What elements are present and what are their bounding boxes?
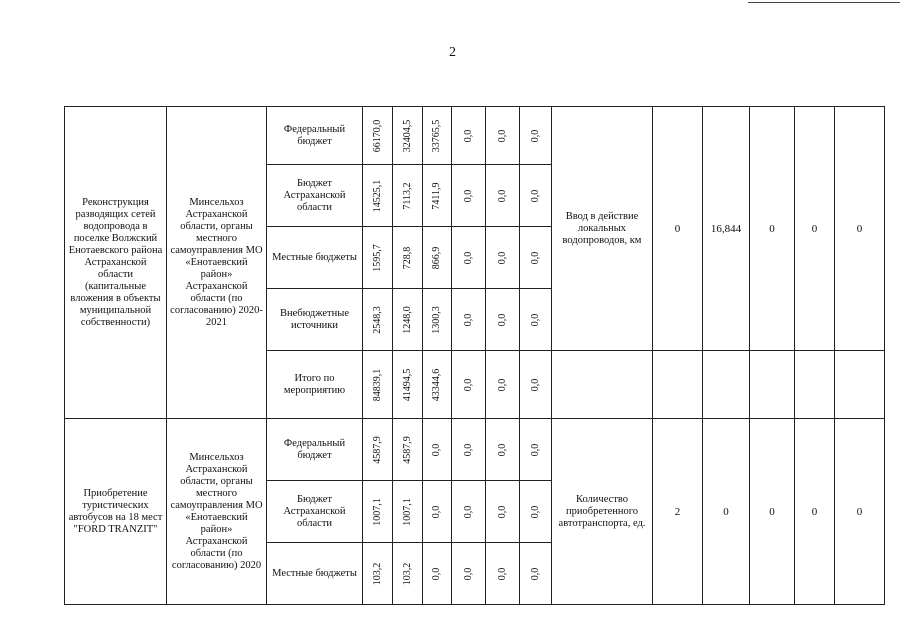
indicator-value: 0	[835, 107, 885, 351]
source-label: Федеральный бюджет	[267, 107, 363, 165]
value-cell: 66170,0	[363, 107, 393, 165]
value-cell: 2548,3	[363, 289, 393, 351]
value-cell: 7411,9	[423, 165, 452, 227]
value-cell: 1248,0	[393, 289, 423, 351]
value-cell: 4587,9	[363, 419, 393, 481]
source-label: Федеральный бюджет	[267, 419, 363, 481]
value-cell: 4587,9	[393, 419, 423, 481]
executor-cell: Минсельхоз Астраханской области, органы местного самоуправления МО «Енотаевский район» Астраханской области (по согласованию) 2020	[167, 419, 267, 605]
empty-cell	[795, 351, 835, 419]
value-cell: 0,0	[452, 107, 486, 165]
value-cell: 0,0	[423, 481, 452, 543]
value-cell: 1300,3	[423, 289, 452, 351]
value-cell: 0,0	[452, 543, 486, 605]
value-cell: 41494,5	[393, 351, 423, 419]
indicator-value: 0	[703, 419, 750, 605]
source-label: Бюджет Астраханской области	[267, 165, 363, 227]
value-cell: 0,0	[486, 419, 520, 481]
table-row	[65, 419, 885, 481]
value-cell: 1007,1	[393, 481, 423, 543]
value-cell: 0,0	[486, 543, 520, 605]
indicator-cell: Ввод в действие локальных водопроводов, км	[552, 107, 653, 351]
source-label: Местные бюджеты	[267, 543, 363, 605]
indicator-value: 0	[750, 419, 795, 605]
value-cell: 0,0	[452, 419, 486, 481]
empty-cell	[552, 351, 653, 419]
indicator-value: 0	[653, 107, 703, 351]
measure-name-cell: Приобретение туристических автобусов на 18 мест "FORD TRANZIT"	[65, 419, 167, 605]
value-cell: 0,0	[486, 289, 520, 351]
program-table	[64, 106, 885, 605]
value-cell: 0,0	[486, 165, 520, 227]
value-cell: 0,0	[520, 351, 552, 419]
value-cell: 0,0	[486, 481, 520, 543]
empty-cell	[703, 351, 750, 419]
value-cell: 0,0	[520, 419, 552, 481]
indicator-cell: Количество приобретенного автотранспорта, ед.	[552, 419, 653, 605]
empty-cell	[835, 351, 885, 419]
value-cell: 0,0	[486, 227, 520, 289]
source-label: Местные бюджеты	[267, 227, 363, 289]
indicator-value: 2	[653, 419, 703, 605]
value-cell: 43344,6	[423, 351, 452, 419]
value-cell: 14525,1	[363, 165, 393, 227]
measure-name-cell: Реконструкция разводящих сетей водопровода в поселке Волжский Енотаевского района Астраханской области (капитальные вложения в объекты муниципальной собственности)	[65, 107, 167, 419]
indicator-value: 0	[795, 419, 835, 605]
value-cell: 0,0	[486, 351, 520, 419]
value-cell: 0,0	[520, 543, 552, 605]
source-label: Итого по мероприятию	[267, 351, 363, 419]
value-cell: 0,0	[452, 481, 486, 543]
empty-cell	[653, 351, 703, 419]
source-label: Бюджет Астраханской области	[267, 481, 363, 543]
indicator-value: 0	[795, 107, 835, 351]
value-cell: 33765,5	[423, 107, 452, 165]
indicator-value: 0	[750, 107, 795, 351]
value-cell: 866,9	[423, 227, 452, 289]
value-cell: 0,0	[520, 227, 552, 289]
source-label: Внебюджетные источники	[267, 289, 363, 351]
value-cell: 84839,1	[363, 351, 393, 419]
value-cell: 0,0	[423, 419, 452, 481]
value-cell: 0,0	[423, 543, 452, 605]
value-cell: 0,0	[520, 107, 552, 165]
value-cell: 103,2	[393, 543, 423, 605]
value-cell: 103,2	[363, 543, 393, 605]
value-cell: 0,0	[520, 481, 552, 543]
value-cell: 7113,2	[393, 165, 423, 227]
empty-cell	[750, 351, 795, 419]
indicator-value: 0	[835, 419, 885, 605]
table-row	[65, 107, 885, 165]
executor-cell: Минсельхоз Астраханской области, органы местного самоуправления МО «Енотаевский район» Астраханской области (по согласованию) 2020-2021	[167, 107, 267, 419]
value-cell: 0,0	[520, 165, 552, 227]
value-cell: 0,0	[486, 107, 520, 165]
indicator-value: 16,844	[703, 107, 750, 351]
value-cell: 1007,1	[363, 481, 393, 543]
value-cell: 728,8	[393, 227, 423, 289]
value-cell: 1595,7	[363, 227, 393, 289]
value-cell: 0,0	[452, 165, 486, 227]
value-cell: 0,0	[452, 351, 486, 419]
value-cell: 0,0	[520, 289, 552, 351]
value-cell: 32404,5	[393, 107, 423, 165]
value-cell: 0,0	[452, 289, 486, 351]
top-rule	[748, 2, 900, 3]
page-number: 2	[449, 45, 456, 60]
value-cell: 0,0	[452, 227, 486, 289]
